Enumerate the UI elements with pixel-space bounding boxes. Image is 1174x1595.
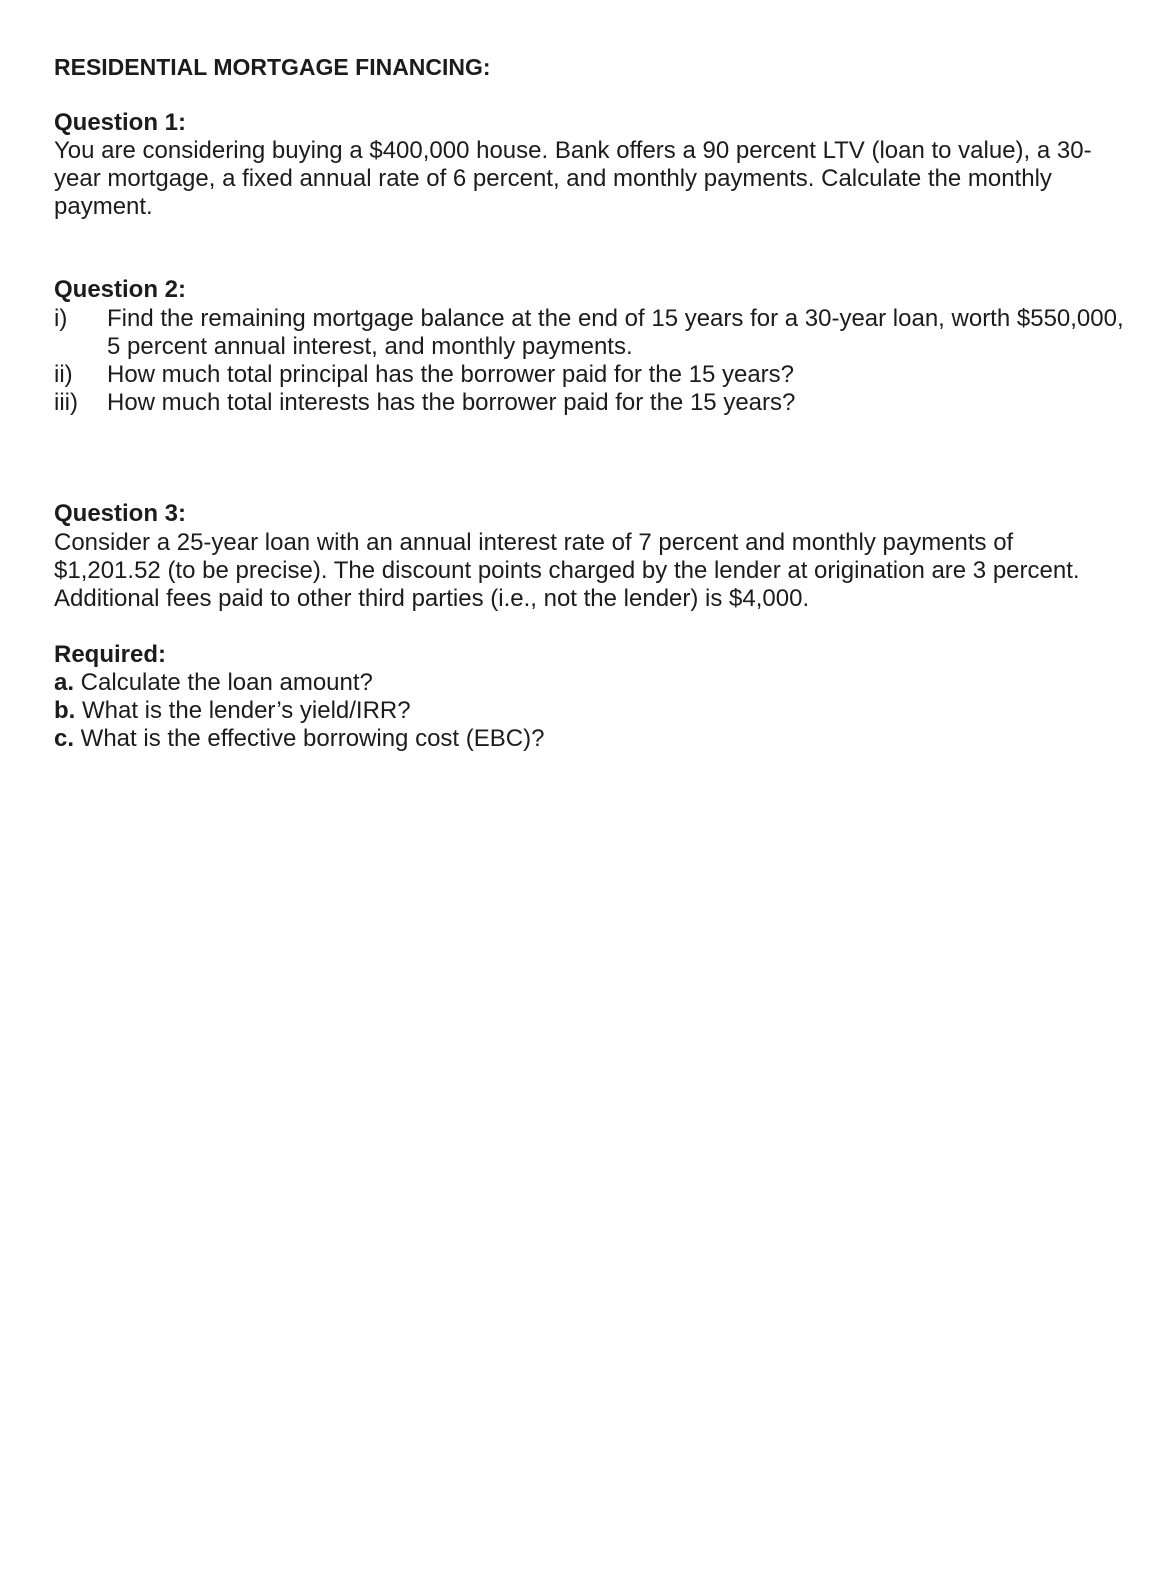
question-3-heading: Question 3: xyxy=(54,500,187,527)
question-3-line: Consider a 25-year loan with an annual interest rate of 7 percent and monthly payments of xyxy=(54,529,1014,556)
required-item-label: c. xyxy=(54,725,75,752)
list-number: ii) xyxy=(54,361,73,388)
list-number: iii) xyxy=(54,389,78,416)
document-title: RESIDENTIAL MORTGAGE FINANCING: xyxy=(54,54,491,80)
required-heading: Required: xyxy=(54,641,167,668)
list-item-line: 5 percent annual interest, and monthly payments. xyxy=(107,333,633,360)
question-1-text xyxy=(54,137,1092,221)
question-1-heading: Question 1: xyxy=(54,109,187,136)
required-item-c xyxy=(54,725,544,753)
required-item-text: Calculate the loan amount? xyxy=(74,669,373,696)
required-item-text: What is the lender’s yield/IRR? xyxy=(75,697,411,724)
question-3-line: Additional fees paid to other third parties (i.e., not the lender) is $4,000. xyxy=(54,585,810,612)
required-item-text: What is the effective borrowing cost (EBC)? xyxy=(74,725,545,752)
list-number: i) xyxy=(54,305,68,332)
list-item-line: How much total principal has the borrower paid for the 15 years? xyxy=(107,361,795,388)
question-1-line: payment. xyxy=(54,193,153,220)
list-item-text xyxy=(107,389,795,417)
question-3-text xyxy=(54,529,1080,613)
list-item-line: How much total interests has the borrower paid for the 15 years? xyxy=(107,389,796,416)
list-item-text xyxy=(107,361,794,389)
question-2-heading: Question 2: xyxy=(54,276,187,303)
required-item-label: b. xyxy=(54,697,76,724)
question-3-line: $1,201.52 (to be precise). The discount points charged by the lender at origination are 3 percent. xyxy=(54,557,1080,584)
list-item-text xyxy=(107,305,1124,361)
list-item-line: Find the remaining mortgage balance at the end of 15 years for a 30-year loan, worth $550,000, xyxy=(107,305,1124,332)
question-1-line: year mortgage, a fixed annual rate of 6 percent, and monthly payments. Calculate the monthly xyxy=(54,165,1052,192)
question-1-line: You are considering buying a $400,000 house. Bank offers a 90 percent LTV (loan to value), a 30- xyxy=(54,137,1092,164)
required-item-b xyxy=(54,697,411,725)
required-item-label: a. xyxy=(54,669,75,696)
required-item-a xyxy=(54,669,373,697)
